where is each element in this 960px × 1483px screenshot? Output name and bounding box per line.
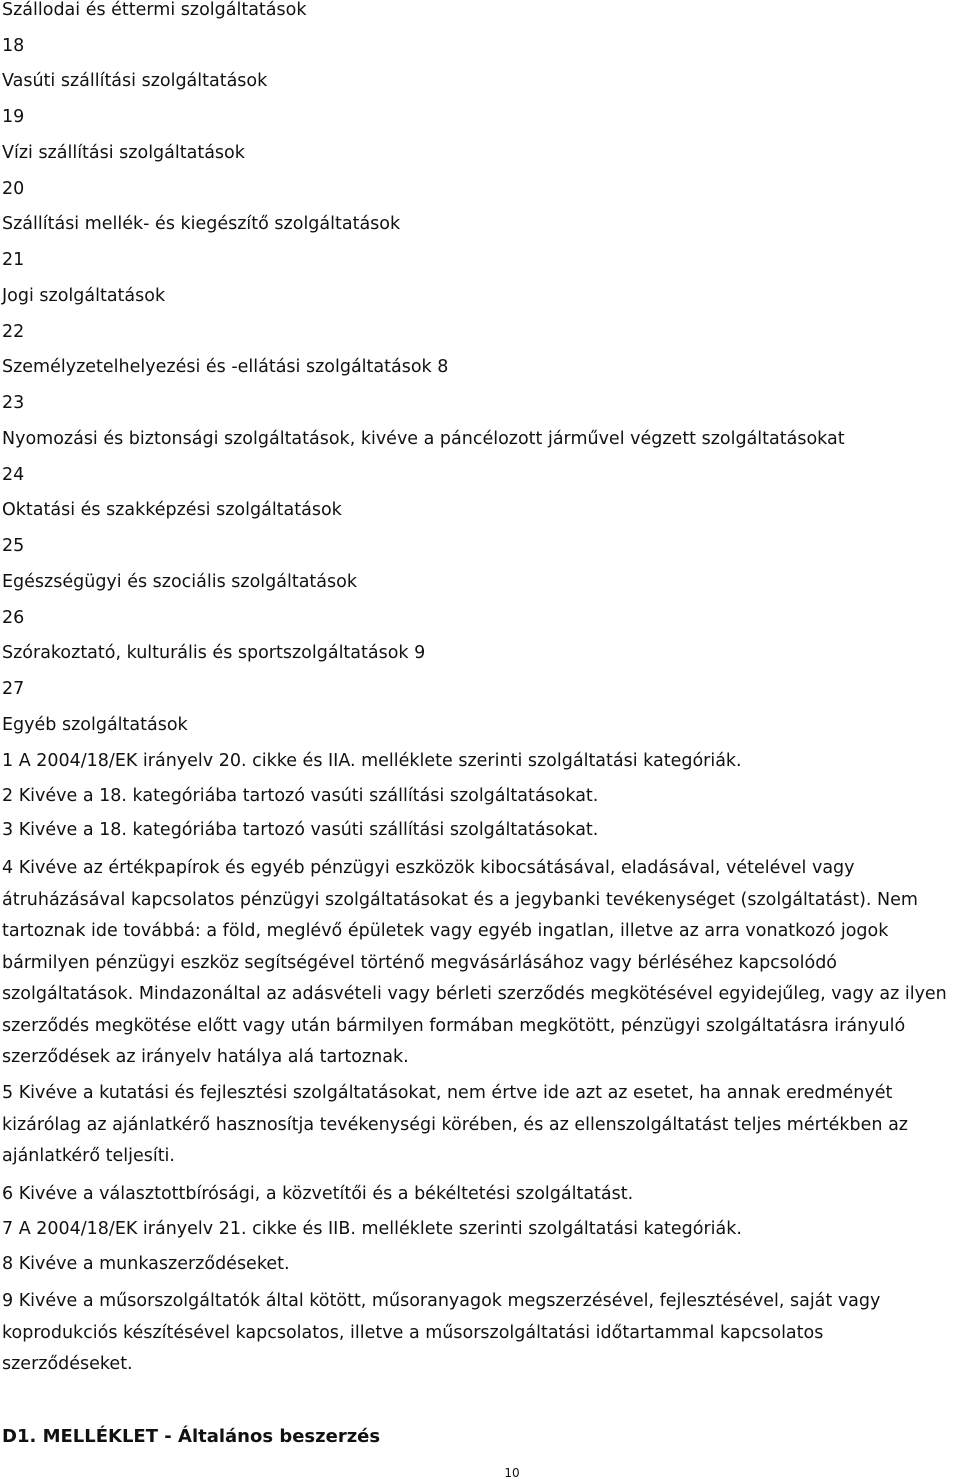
- service-number: 19: [2, 107, 25, 127]
- section-heading: D1. MELLÉKLET - Általános beszerzés: [2, 1426, 381, 1447]
- footnote: 4 Kivéve az értékpapírok és egyéb pénzügyi eszközök kibocsátásával, eladásával, vételével vagy átruházásával kapcsolatos pénzügyi szolgáltatásokat és a jegybanki tevékenységet (szolgáltatást). Nem tartoznak ide továbbá: a föld, meglévő épületek vagy egyéb ingatlan, illetve az arra vonatkozó jogok bármilyen pénzügyi eszköz segítségével történő megvásárlásához vagy bérléséhez kapcsolódó szolgáltatások. Mindazonáltal az adásvételi vagy bérleti szerződés megkötésével egyidejűleg, vagy az ilyen szerződés megkötése előtt vagy után bármilyen formában megkötött, pénzügyi szolgáltatásra irányuló szerződések az irányelv hatálya alá tartoznak.: [2, 858, 947, 1067]
- service-name: Egészségügyi és szociális szolgáltatások: [2, 572, 357, 592]
- service-number: 22: [2, 322, 25, 342]
- footnote: 9 Kivéve a műsorszolgáltatók által kötött, műsoranyagok megszerzésével, fejlesztésével, saját vagy koprodukciós készítésével kapcsolatos, illetve a műsorszolgáltatási időtartammal kapcsolatos szerződéseket.: [2, 1291, 881, 1374]
- service-name: Szállítási mellék- és kiegészítő szolgáltatások: [2, 214, 401, 234]
- service-name: Nyomozási és biztonsági szolgáltatások, kivéve a páncélozott járművel végzett szolgáltatásokat: [2, 429, 845, 449]
- service-number: 24: [2, 465, 25, 485]
- service-name: Jogi szolgáltatások: [2, 286, 166, 306]
- service-name: Szórakoztató, kulturális és sportszolgáltatások 9: [2, 643, 426, 663]
- footnote: 7 A 2004/18/EK irányelv 21. cikke és IIB. melléklete szerinti szolgáltatási kategóriák.: [2, 1219, 742, 1239]
- footnote: 8 Kivéve a munkaszerződéseket.: [2, 1254, 290, 1274]
- footnote: 2 Kivéve a 18. kategóriába tartozó vasúti szállítási szolgáltatásokat.: [2, 786, 599, 806]
- footnote: 5 Kivéve a kutatási és fejlesztési szolgáltatásokat, nem értve ide azt az esetet, ha annak eredményét kizárólag az ajánlatkérő hasznosítja tevékenységi körében, és az ellenszolgáltatást teljes mértékben az ajánlatkérő teljesíti.: [2, 1083, 908, 1166]
- footnote: 3 Kivéve a 18. kategóriába tartozó vasúti szállítási szolgáltatásokat.: [2, 820, 599, 840]
- service-name: Személyzetelhelyezési és -ellátási szolgáltatások 8: [2, 357, 449, 377]
- service-name: Szállodai és éttermi szolgáltatások: [2, 0, 307, 20]
- footnote: 6 Kivéve a választottbírósági, a közvetítői és a békéltetési szolgáltatást.: [2, 1184, 634, 1204]
- service-name: Egyéb szolgáltatások: [2, 715, 188, 735]
- page-number: 10: [504, 1466, 520, 1480]
- service-number: 18: [2, 36, 25, 56]
- service-number: 21: [2, 250, 25, 270]
- service-number: 26: [2, 608, 25, 628]
- service-number: 20: [2, 179, 25, 199]
- service-name: Oktatási és szakképzési szolgáltatások: [2, 500, 342, 520]
- service-name: Vízi szállítási szolgáltatások: [2, 143, 245, 163]
- service-number: 23: [2, 393, 25, 413]
- service-name: Vasúti szállítási szolgáltatások: [2, 71, 268, 91]
- footnote: 1 A 2004/18/EK irányelv 20. cikke és IIA. melléklete szerinti szolgáltatási kategóriák.: [2, 751, 742, 771]
- service-number: 25: [2, 536, 25, 556]
- service-number: 27: [2, 679, 25, 699]
